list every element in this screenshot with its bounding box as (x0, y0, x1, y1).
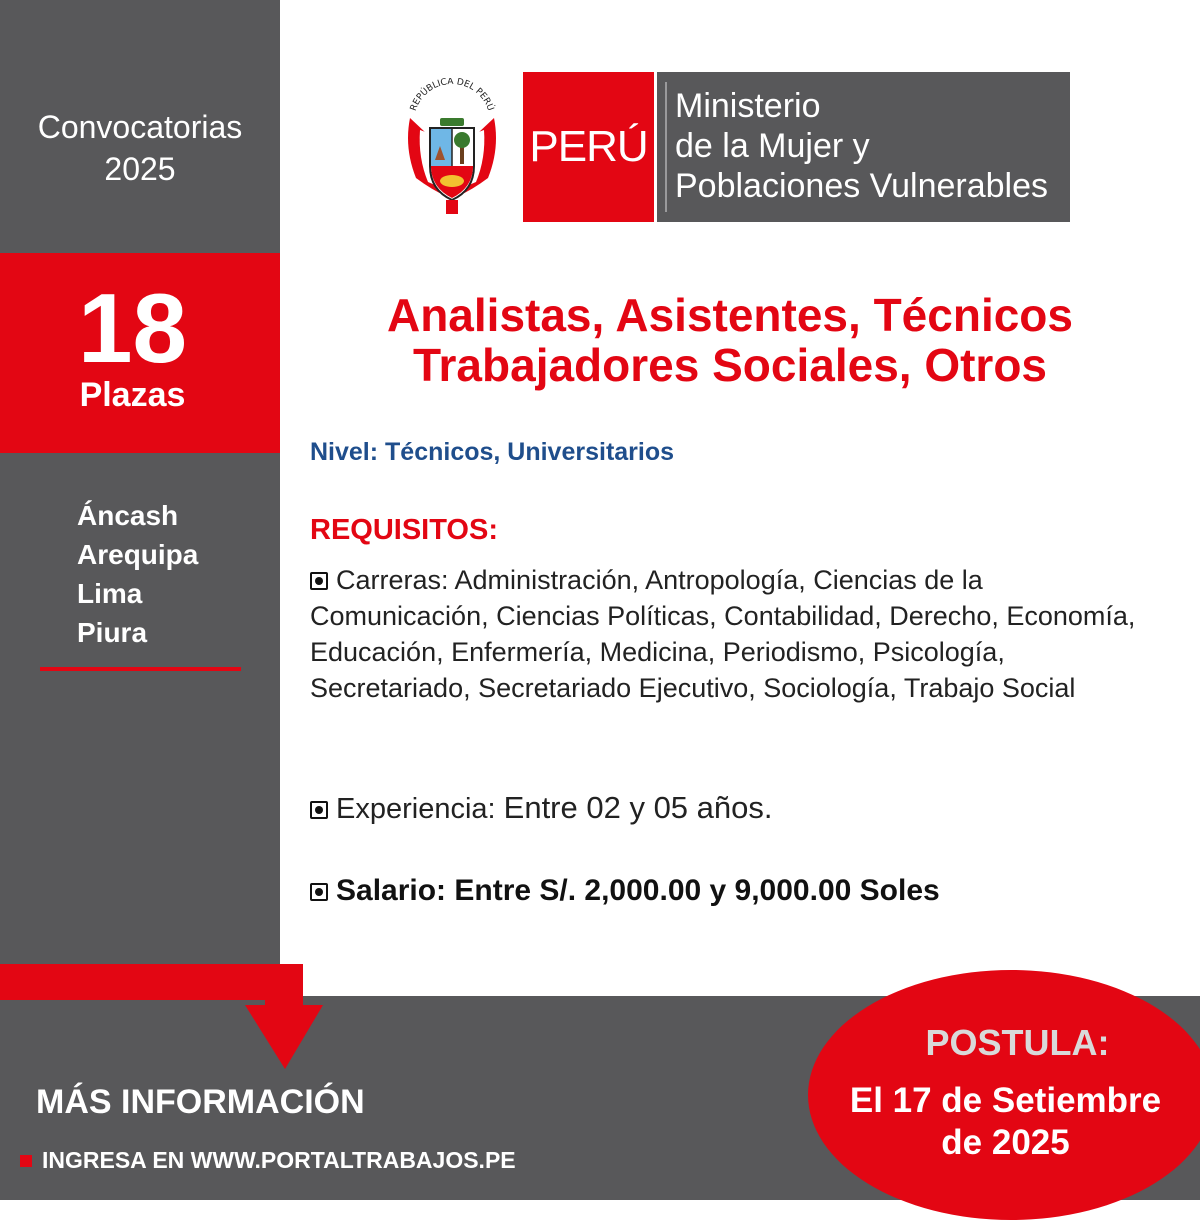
convocatorias-title (0, 106, 280, 190)
salario-item (310, 874, 940, 908)
headline-line-2: Trabajadores Sociales, Otros (412, 339, 1048, 391)
coat-of-arms-icon (402, 78, 502, 220)
regions-list (77, 496, 198, 652)
regions-divider (40, 667, 241, 671)
portal-link-text: INGRESA EN WWW.PORTALTRABAJOS.PE (42, 1147, 516, 1173)
postula-date (838, 1080, 1173, 1164)
ministry-line-2: de la Mujer y (675, 127, 870, 165)
experiencia-value: Entre 02 y 05 años. (503, 790, 773, 825)
bullet-icon (310, 801, 328, 819)
salario-text: Salario: Entre S/. 2,000.00 y 9,000.00 Soles (336, 874, 940, 907)
headline-line-1: Analistas, Asistentes, Técnicos (386, 289, 1073, 341)
ministry-line-1: Ministerio (675, 87, 821, 125)
date-line-1: El 17 de Setiembre (849, 1081, 1162, 1120)
mas-informacion: MÁS INFORMACIÓN (36, 1083, 365, 1121)
region-item: Arequipa (77, 539, 199, 570)
experiencia-item (310, 790, 773, 826)
plazas-label: Plazas (79, 376, 186, 414)
ministry-line-3: Poblaciones Vulnerables (675, 167, 1048, 205)
carreras-item (310, 562, 1140, 706)
nivel-text: Nivel: Técnicos, Universitarios (310, 438, 675, 466)
portal-link[interactable] (20, 1147, 516, 1174)
svg-text:REPÚBLICA DEL PERÚ: REPÚBLICA DEL PERÚ (408, 78, 496, 113)
date-line-2: de 2025 (941, 1123, 1070, 1162)
ministry-name (675, 86, 1048, 206)
bullet-icon (310, 883, 328, 901)
logo-divider (665, 82, 667, 212)
region-item: Lima (77, 578, 143, 609)
square-bullet-icon (20, 1155, 32, 1167)
bullet-icon (310, 572, 328, 590)
convocatorias-label: Convocatorias (37, 109, 243, 145)
logo-ministry-block (657, 72, 1070, 222)
convocatorias-year: 2025 (104, 151, 176, 187)
job-headline (300, 290, 1160, 390)
postula-label: POSTULA: (925, 1022, 1110, 1063)
requisitos-title: REQUISITOS: (310, 514, 498, 546)
plazas-number: 18 (77, 273, 187, 383)
arrow-down-icon (245, 995, 323, 1071)
region-item: Áncash (77, 500, 179, 531)
experiencia-label: Experiencia: (336, 793, 496, 825)
region-item: Piura (77, 617, 148, 648)
carreras-text: Carreras: Administración, Antropología, Ciencias de la Comunicación, Ciencias Políticas, Contabilidad, Derecho, Economía, Educación, Enfermería, Medicina, Periodismo, Psicología, Secretariado, Secretariado Ejecutivo, Sociología, Trabajo Social (310, 565, 1136, 703)
logo-peru-block: PERÚ (523, 72, 654, 222)
